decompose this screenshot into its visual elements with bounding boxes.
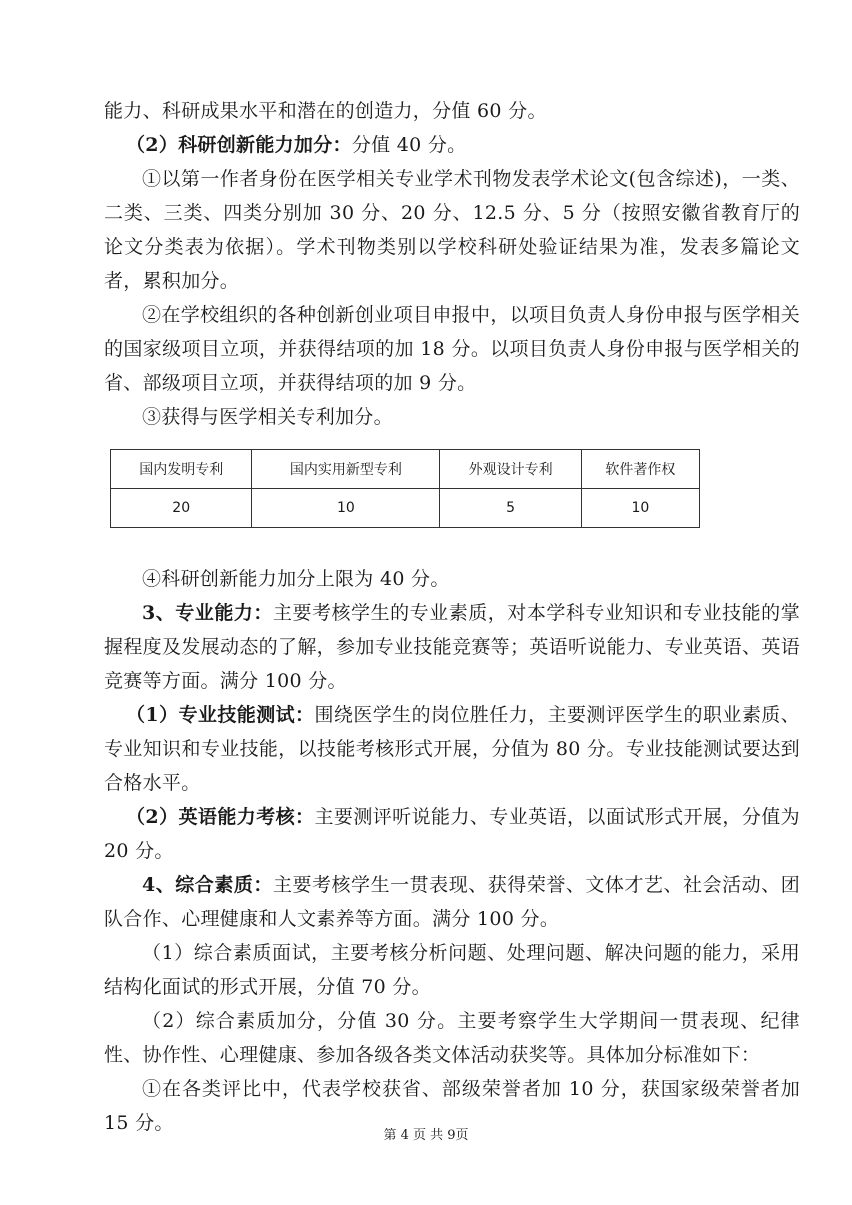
professional-ability-label: 3、专业能力： <box>142 602 273 624</box>
english-test-label: （2）英语能力考核： <box>126 806 315 828</box>
table-cell: 5 <box>440 489 581 528</box>
paragraph-research-score: 能力、科研成果水平和潜在的创造力，分值 60 分。 <box>104 100 547 122</box>
paragraph-skill-test <box>104 698 800 800</box>
paragraph-research-bonus-heading <box>104 128 800 162</box>
table-header-cell: 外观设计专利 <box>440 450 581 489</box>
table-header-cell: 国内发明专利 <box>111 450 252 489</box>
paragraph-bonus-cap: ④科研创新能力加分上限为 40 分。 <box>142 568 450 590</box>
research-bonus-label: （2）科研创新能力加分： <box>126 134 352 156</box>
table-cell: 20 <box>111 489 252 528</box>
page-number-footer: 第 4 页 共 9页 <box>383 1128 469 1143</box>
skill-test-text: 围绕医学生的岗位胜任力，主要测评医学生的职业素质、专业知识和专业技能，以技能考核形式开展，分值为 80 分。专业技能测试要达到合格水平。 <box>104 704 800 794</box>
table-header-cell: 软件著作权 <box>581 450 699 489</box>
comprehensive-quality-label: 4、综合素质： <box>142 874 273 896</box>
table-cell: 10 <box>252 489 440 528</box>
skill-test-label: （1）专业技能测试： <box>126 704 315 726</box>
paragraph-patent-bonus: ③获得与医学相关专利加分。 <box>142 406 393 428</box>
english-test-text: 主要测评听说能力、专业英语，以面试形式开展，分值为 20 分。 <box>104 806 800 862</box>
paragraph-project-bonus: ②在学校组织的各种创新创业项目申报中，以项目负责人身份申报与医学相关的国家级项目立项，并获得结项的加 18 分。以项目负责人身份申报与医学相关的省、部级项目立项，并获得结项的加 9 分。 <box>104 304 800 394</box>
paragraph-honor-bonus: ①在各类评比中，代表学校获省、部级荣誉者加 10 分，获国家级荣誉者加 15 分。 <box>104 1078 800 1134</box>
paragraph-english-test <box>104 800 800 868</box>
comprehensive-quality-text: 主要考核学生一贯表现、获得荣誉、文体才艺、社会活动、团队合作、心理健康和人文素养等方面。满分 100 分。 <box>104 874 800 930</box>
table-header-cell: 国内实用新型专利 <box>252 450 440 489</box>
table-header-row <box>111 450 700 489</box>
table-cell: 10 <box>581 489 699 528</box>
paragraph-paper-bonus: ①以第一作者身份在医学相关专业学术刊物发表学术论文(包含综述)，一类、二类、三类、四类分别加 30 分、20 分、12.5 分、5 分（按照安徽省教育厅的论文分类表为依据）。学术刊物类别以学校科研处验证结果为准，发表多篇论文者，累积加分。 <box>104 168 800 292</box>
paragraph-quality-bonus: （2）综合素质加分，分值 30 分。主要考察学生大学期间一贯表现、纪律性、协作性、心理健康、参加各级各类文体活动获奖等。具体加分标准如下： <box>104 1010 800 1066</box>
table-row <box>111 489 700 528</box>
paragraph-interview: （1）综合素质面试，主要考核分析问题、处理问题、解决问题的能力，采用结构化面试的形式开展，分值 70 分。 <box>104 942 800 998</box>
professional-ability-text: 主要考核学生的专业素质，对本学科专业知识和专业技能的掌握程度及发展动态的了解，参加专业技能竞赛等；英语听说能力、专业英语、英语竞赛等方面。满分 100 分。 <box>104 602 800 692</box>
paragraph-comprehensive-quality <box>104 868 800 936</box>
research-bonus-value: 分值 40 分。 <box>351 134 467 156</box>
paragraph-professional-ability <box>104 596 800 698</box>
patent-score-table <box>110 449 700 528</box>
